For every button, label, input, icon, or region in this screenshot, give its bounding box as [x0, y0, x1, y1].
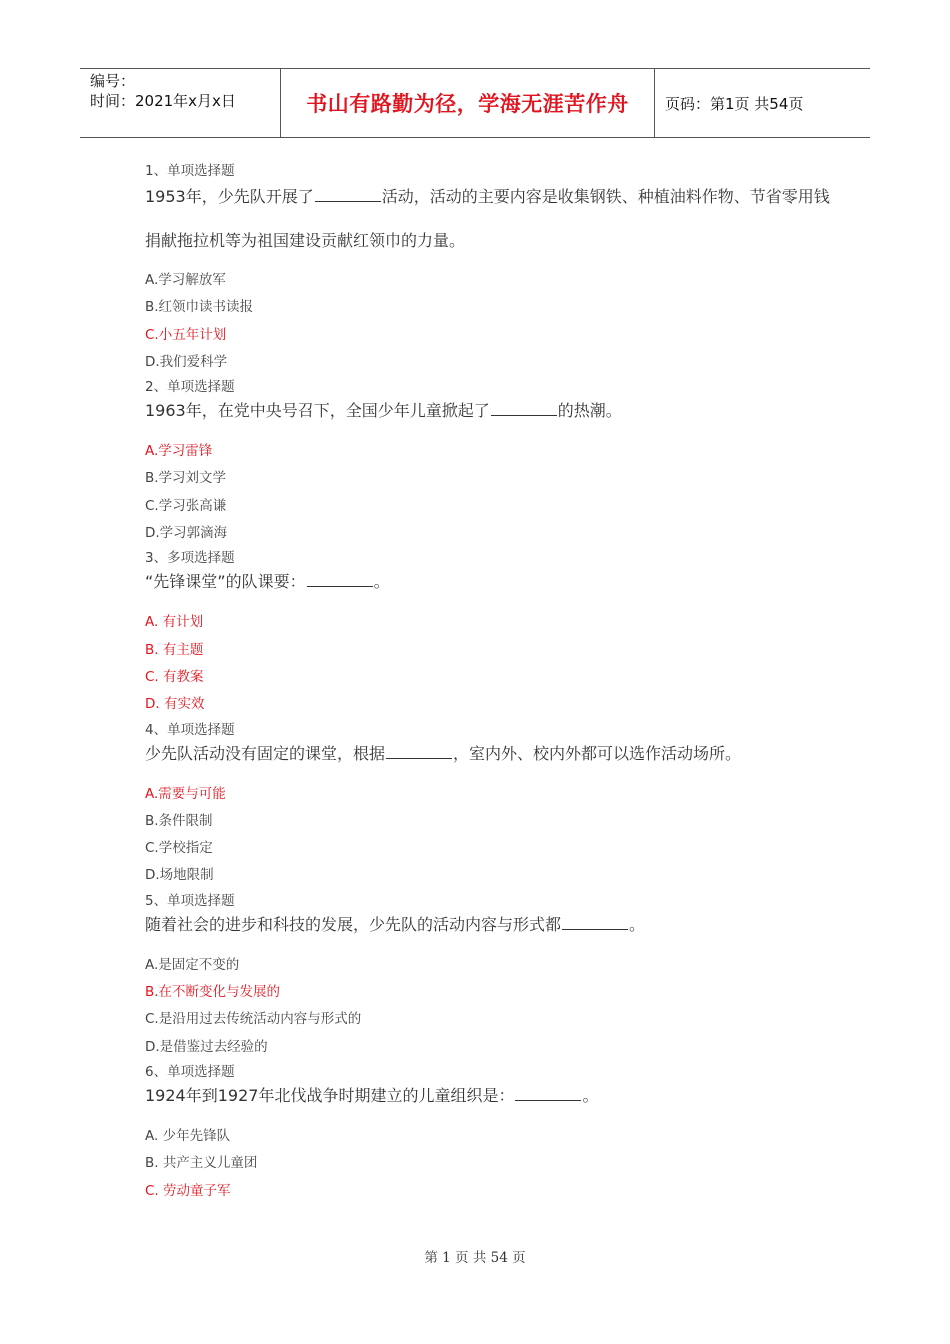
question-stem-before: “先锋课堂”的队课要： [145, 572, 306, 592]
question-list [145, 160, 845, 1205]
answer-option-correct: A. 有计划 [145, 614, 204, 631]
answer-option: B.条件限制 [145, 812, 213, 829]
date-label: 时间：2021年x月x日 [90, 92, 236, 110]
answer-blank [491, 397, 557, 416]
answer-option: D.场地限制 [145, 867, 214, 884]
question-stem-after: 。 [582, 1085, 599, 1105]
question-stem [145, 1082, 845, 1109]
answer-option-correct: A.需要与可能 [145, 785, 226, 802]
question-stem-before: 1924年到1927年北伐战争时期建立的儿童组织是： [145, 1085, 515, 1105]
answer-blank [515, 1082, 581, 1101]
document-header [80, 68, 870, 138]
answer-option: C.学习张高谦 [145, 497, 227, 514]
answer-blank [307, 568, 373, 587]
question-block [145, 720, 845, 890]
motto-title: 书山有路勤为径，学海无涯苦作舟 [306, 92, 629, 116]
header-motto-cell [281, 69, 655, 137]
answer-option: B.红领巾读书读报 [145, 299, 254, 316]
answer-option-correct: C.小五年计划 [145, 326, 227, 343]
answer-option: B. 共产主义儿童团 [145, 1155, 258, 1172]
question-type-label: 1、单项选择题 [145, 163, 235, 179]
answer-option-correct: A.学习雷锋 [145, 443, 213, 460]
answer-option: D.是借鉴过去经验的 [145, 1038, 268, 1055]
question-stem-after: 的热潮。 [557, 401, 622, 421]
page-footer: 第 1 页 共 54 页 [424, 1250, 526, 1266]
question-type-label: 3、多项选择题 [145, 550, 235, 567]
answer-blank [386, 740, 452, 759]
answer-option: B.学习刘文学 [145, 470, 227, 487]
question-block [145, 891, 845, 1061]
question-stem [145, 175, 845, 263]
answer-option: D.我们爱科学 [145, 353, 228, 370]
question-block [145, 1062, 845, 1205]
question-type-label: 4、单项选择题 [145, 721, 235, 738]
question-type-label: 2、单项选择题 [145, 379, 235, 396]
answer-option: A. 少年先锋队 [145, 1127, 231, 1144]
question-stem [145, 911, 845, 938]
question-stem [145, 397, 845, 424]
answer-blank [562, 911, 628, 930]
question-block [145, 161, 845, 376]
question-stem [145, 740, 845, 767]
answer-option-correct: C. 劳动童子军 [145, 1182, 231, 1199]
answer-option: D.学习郭滴海 [145, 525, 228, 542]
question-stem-after: 。 [629, 914, 646, 934]
question-block [145, 548, 845, 718]
question-stem-after: ，室内外、校内外都可以选作活动场所。 [453, 743, 742, 763]
question-stem-before: 1963年，在党中央号召下，全国少年儿童掀起了 [145, 401, 490, 421]
answer-option-correct: B.在不断变化与发展的 [145, 984, 281, 1001]
question-stem-after: 。 [373, 572, 390, 592]
question-block [145, 377, 845, 547]
answer-option-correct: B. 有主题 [145, 641, 204, 658]
question-stem-before: 随着社会的进步和科技的发展，少先队的活动内容与形式都 [145, 914, 562, 934]
question-stem-after: 活动，活动的主要内容是收集钢铁、种植油料作物、节省零用钱捐献拖拉机等为祖国建设贡献红领巾的力量。 [145, 187, 830, 250]
answer-blank [315, 183, 381, 202]
header-page-cell [655, 69, 870, 137]
answer-option: A.学习解放军 [145, 272, 226, 288]
question-stem-before: 少先队活动没有固定的课堂，根据 [145, 743, 386, 763]
answer-option: A.是固定不变的 [145, 956, 240, 973]
answer-option: C.学校指定 [145, 840, 213, 857]
header-meta-cell [80, 69, 281, 137]
page-info: 页码：第1页 共54页 [665, 94, 804, 113]
question-type-label: 6、单项选择题 [145, 1063, 235, 1080]
serial-number-label: 编号： [90, 72, 136, 90]
question-stem-before: 1953年，少先队开展了 [145, 187, 314, 206]
question-type-label: 5、单项选择题 [145, 892, 235, 909]
answer-option-correct: C. 有教案 [145, 668, 204, 685]
answer-option: C.是沿用过去传统活动内容与形式的 [145, 1011, 362, 1028]
answer-option-correct: D. 有实效 [145, 696, 205, 713]
question-stem [145, 568, 845, 595]
